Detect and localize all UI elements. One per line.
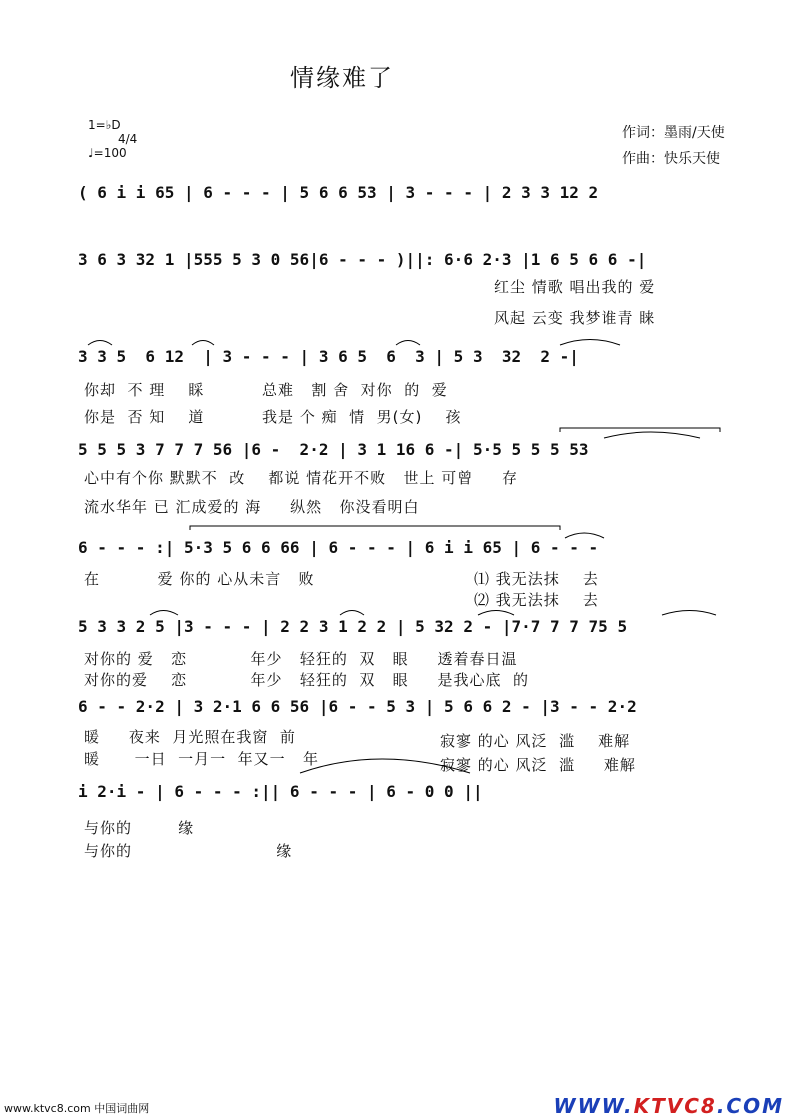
lyric-line: 暖 一日 一月一 年又一 年 xyxy=(84,750,319,768)
lyric-line: ⑴ 我无法抹 去 xyxy=(474,570,599,588)
tonality: 1=♭D xyxy=(88,118,121,132)
lyric-line: 在 爱 你的 心从未言 败 xyxy=(84,570,315,588)
notation-row-3: 3 3 5 6 12 | 3 - - - | 3 6 5 6 3 | 5 3 32 2 -| xyxy=(78,347,579,366)
lyric-line: 对你的爱 恋 年少 轻狂的 双 眼 是我心底 的 xyxy=(84,671,530,689)
notation-row-7: 6 - - 2·2 | 3 2·1 6 6 56 |6 - - 5 3 | 5 6 6 2 - |3 - - 2·2 xyxy=(78,697,637,716)
notation-row-5: 6 - - - :| 5·3 5 6 6 66 | 6 - - - | 6 i i 65 | 6 - - - xyxy=(78,538,599,557)
lyric-line: 暖 夜来 月光照在我窗 前 xyxy=(84,728,296,746)
lyric-line: 风起 云变 我梦谁青 睐 xyxy=(494,309,656,327)
lyric-line: 红尘 情歌 唱出我的 爱 xyxy=(494,278,656,296)
tempo: ♩=100 xyxy=(88,146,127,160)
key-signature xyxy=(88,118,137,160)
notation-row-1: ( 6 i i 65 | 6 - - - | 5 6 6 53 | 3 - - - | 2 3 3 12 2 xyxy=(78,183,599,202)
footer-logo xyxy=(554,1094,784,1118)
lyric-line: 心中有个你 默默不 改 都说 情花开不败 世上 可曾 存 xyxy=(84,469,519,487)
notation-row-8: i 2·i - | 6 - - - :|| 6 - - - | 6 - 0 0 || xyxy=(78,782,483,801)
footer-logo-suffix: .COM xyxy=(716,1094,784,1118)
footer-site-text: www.ktvc8.com 中国词曲网 xyxy=(4,1102,150,1115)
lyric-line: ⑵ 我无法抹 去 xyxy=(474,591,599,609)
notation-row-4: 5 5 5 3 7 7 7 56 |6 - 2·2 | 3 1 16 6 -| 5·5 5 5 5 53 xyxy=(78,440,589,459)
lyric-line: 寂寥 的心 风泛 滥 难解 xyxy=(440,756,636,774)
footer-logo-prefix: WWW. xyxy=(553,1094,634,1118)
time-signature: 4/4 xyxy=(118,132,138,146)
lyric-line: 对你的 爱 恋 年少 轻狂的 双 眼 透着春日温 xyxy=(84,650,518,668)
notation-row-6: 5 3 3 2 5 |3 - - - | 2 2 3 1 2 2 | 5 32 2 - |7·7 7 7 75 5 xyxy=(78,617,628,636)
lyric-line: 你是 否 知 道 我是 个 痴 情 男(女) 孩 xyxy=(84,408,462,426)
footer-logo-brand: KTVC8 xyxy=(633,1094,717,1118)
lyric-line: 流水华年 已 汇成爱的 海 纵然 你没看明白 xyxy=(84,498,420,516)
lyric-line: 与你的 缘 xyxy=(84,819,195,837)
notation-row-2: 3 6 3 32 1 |555 5 3 0 56|6 - - - )||: 6·6 2·3 |1 6 5 6 6 -| xyxy=(78,250,647,269)
lyric-line: 与你的 缘 xyxy=(84,842,293,860)
composer-credit: 作曲：快乐天使 xyxy=(622,151,720,167)
lyricist-credit: 作词：墨雨/天使 xyxy=(622,125,725,141)
lyric-line: 寂寥 的心 风泛 滥 难解 xyxy=(440,732,631,750)
page-title: 情缘难了 xyxy=(290,64,394,92)
lyric-line: 你却 不 理 睬 总难 割 舍 对你 的 爱 xyxy=(84,381,448,399)
